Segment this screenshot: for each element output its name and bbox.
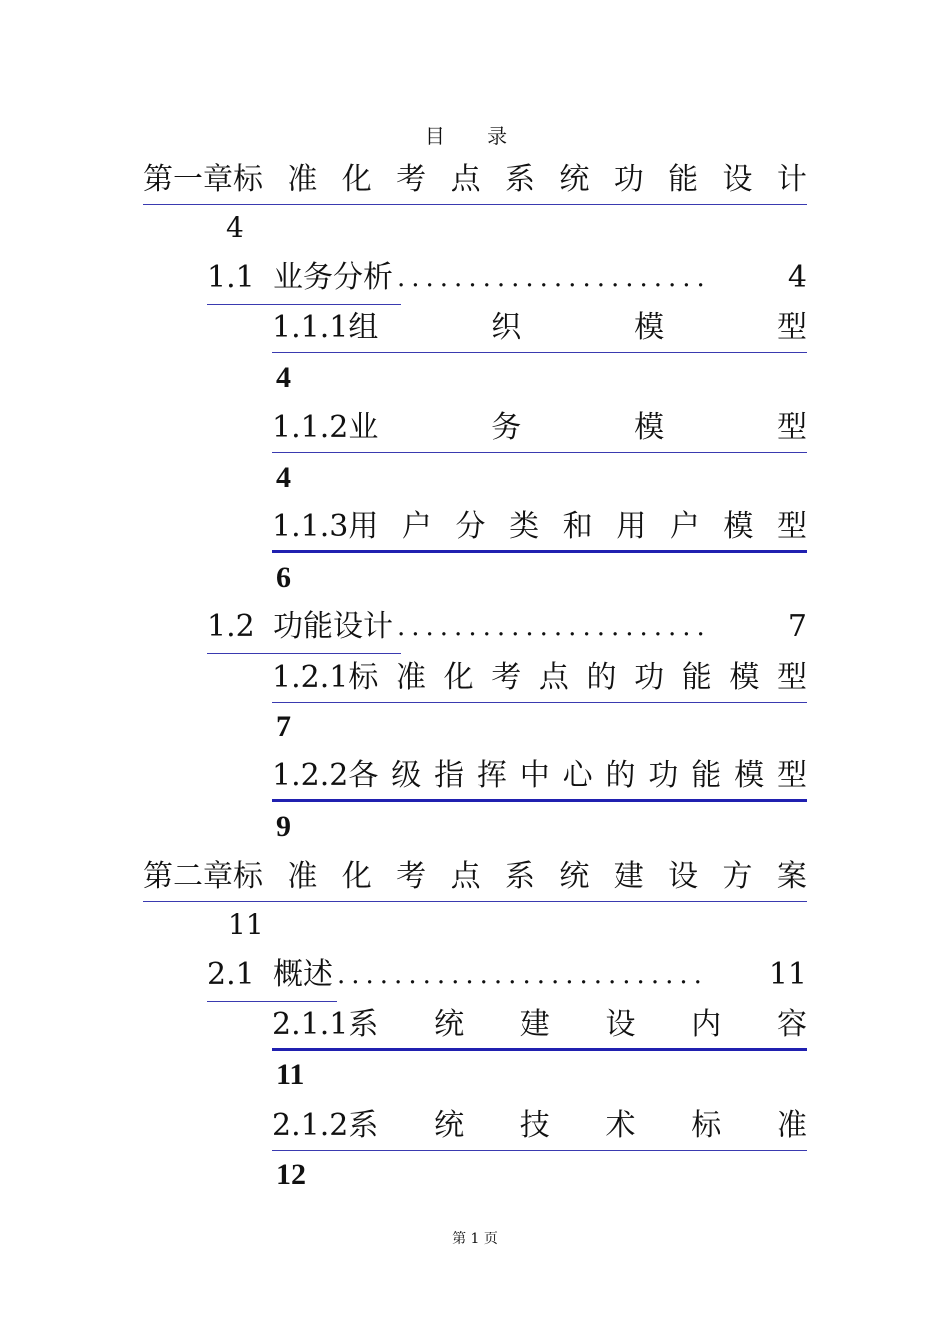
toc-entry-text: 型 [776, 659, 807, 695]
toc-entry-1-2-1[interactable] [272, 653, 807, 703]
toc-entry-text: 模 [729, 659, 760, 695]
toc-entry-text: 型 [776, 757, 807, 793]
toc-entry-text: 术 [605, 1107, 636, 1143]
toc-entry-text: 设 [668, 858, 699, 894]
section-number: 1.2 [207, 609, 255, 644]
toc-entry-1-1-3[interactable] [272, 503, 807, 553]
toc-entry-text: 标 [691, 1107, 722, 1143]
toc-entry-text: 计 [776, 161, 807, 197]
toc-entry-text: 化 [443, 659, 474, 695]
toc-entry-text: 功 [613, 161, 644, 197]
toc-entry-text: 和 [562, 508, 593, 544]
toc-entry-text: 中 [519, 757, 550, 793]
toc-entry-text: 模 [634, 309, 665, 345]
toc-page-number: 11 [276, 1058, 305, 1091]
section-label: 功能设计 [273, 609, 393, 644]
toc-entry-text: 点 [450, 858, 481, 894]
toc-entry-text: 务 [491, 409, 522, 445]
toc-entry-2-1[interactable] [207, 950, 807, 1000]
toc-entry-text: 户 [401, 508, 432, 544]
toc-entry-1-1[interactable] [207, 253, 807, 303]
page-footer: 第 1 页 [452, 1231, 498, 1247]
section-label: 概述 [273, 957, 333, 992]
toc-entry-text: 建 [519, 1006, 550, 1042]
toc-entry-text: 的 [586, 659, 617, 695]
toc-entry-text: 统 [559, 161, 590, 197]
toc-entry-text: 准 [395, 659, 426, 695]
toc-entry-2-1-2[interactable] [272, 1101, 807, 1151]
toc-page-number: 11 [228, 908, 264, 941]
toc-entry-text: 类 [509, 508, 540, 544]
toc-entry-text: 型 [776, 409, 807, 445]
toc-entry-text: 模 [723, 508, 754, 544]
toc-entry-text: 统 [559, 858, 590, 894]
toc-entry-text: 级 [391, 757, 422, 793]
toc-entry-1-1-1[interactable] [272, 303, 807, 353]
toc-entry-text: 内 [691, 1006, 722, 1042]
toc-entry-text: 点 [450, 161, 481, 197]
toc-entry-text: 第二章标 [143, 858, 263, 894]
toc-entry-text: 案 [776, 858, 807, 894]
toc-entry-text: 型 [776, 309, 807, 345]
toc-entry-text: 2.1.2系 [272, 1107, 379, 1143]
toc-page-number: 4 [276, 361, 291, 394]
toc-entry-text: 考 [491, 659, 522, 695]
toc-entry-text: 指 [434, 757, 465, 793]
toc-entry-text: 系 [504, 858, 535, 894]
toc-page-number: 9 [276, 810, 291, 843]
leader-dots: ...................... [397, 263, 711, 293]
toc-entry-text: 能 [681, 659, 712, 695]
toc-page-number: 4 [276, 461, 291, 494]
toc-entry-text: 心 [562, 757, 593, 793]
toc-entry-text: 化 [341, 858, 372, 894]
toc-entry-text: 1.1.2业 [272, 409, 379, 445]
toc-entry-text: 用 [616, 508, 647, 544]
toc-entry-text: 功 [648, 757, 679, 793]
toc-entry-chapter-2[interactable] [143, 852, 807, 902]
toc-entry-text: 方 [722, 858, 753, 894]
leader-dots: .......................... [337, 960, 708, 990]
toc-page-number: 7 [276, 710, 291, 743]
toc-entry-text: 点 [538, 659, 569, 695]
toc-entry-text: 统 [434, 1006, 465, 1042]
toc-entry-text: 准 [287, 161, 318, 197]
toc-entry-1-1-2[interactable] [272, 403, 807, 453]
toc-entry-text: 1.2.1标 [272, 659, 379, 695]
toc-entry-text: 化 [341, 161, 372, 197]
toc-entry-text: 1.1.1组 [272, 309, 379, 345]
toc-entry-text: 考 [396, 858, 427, 894]
toc-entry-text: 分 [455, 508, 486, 544]
toc-entry-text: 准 [287, 858, 318, 894]
toc-page-number: 11 [768, 957, 807, 992]
leader-dots: ...................... [397, 612, 711, 642]
toc-entry-text: 型 [776, 508, 807, 544]
toc-page-number: 12 [276, 1158, 306, 1191]
toc-page-number: 6 [276, 561, 291, 594]
toc-entry-text: 2.1.1系 [272, 1006, 379, 1042]
toc-entry-text: 户 [669, 508, 700, 544]
toc-entry-text: 统 [434, 1107, 465, 1143]
toc-entry-text: 第一章标 [143, 161, 263, 197]
toc-title: 目 录 [424, 124, 526, 148]
toc-entry-text: 挥 [476, 757, 507, 793]
toc-entry-text: 1.1.3用 [272, 508, 379, 544]
toc-entry-1-2[interactable] [207, 602, 807, 652]
toc-page-number: 4 [226, 211, 244, 244]
toc-page-number: 7 [787, 609, 807, 644]
toc-entry-text: 模 [734, 757, 765, 793]
toc-entry-chapter-1[interactable] [143, 155, 807, 205]
toc-entry-text: 能 [668, 161, 699, 197]
toc-entry-1-2-2[interactable] [272, 752, 807, 802]
toc-entry-text: 模 [634, 409, 665, 445]
toc-entry-text: 系 [504, 161, 535, 197]
toc-page-number: 4 [787, 260, 807, 295]
toc-entry-text: 功 [634, 659, 665, 695]
toc-entry-text: 的 [605, 757, 636, 793]
section-number: 1.1 [207, 260, 255, 295]
toc-entry-text: 织 [491, 309, 522, 345]
toc-entry-2-1-1[interactable] [272, 1001, 807, 1051]
toc-entry-text: 准 [776, 1107, 807, 1143]
toc-entry-text: 技 [519, 1107, 550, 1143]
toc-entry-text: 容 [776, 1006, 807, 1042]
toc-entry-text: 能 [691, 757, 722, 793]
toc-entry-text: 设 [605, 1006, 636, 1042]
toc-entry-text: 设 [722, 161, 753, 197]
toc-entry-text: 1.2.2各 [272, 757, 379, 793]
toc-entry-text: 建 [613, 858, 644, 894]
section-label: 业务分析 [273, 260, 393, 295]
toc-entry-text: 考 [396, 161, 427, 197]
section-number: 2.1 [207, 957, 255, 992]
